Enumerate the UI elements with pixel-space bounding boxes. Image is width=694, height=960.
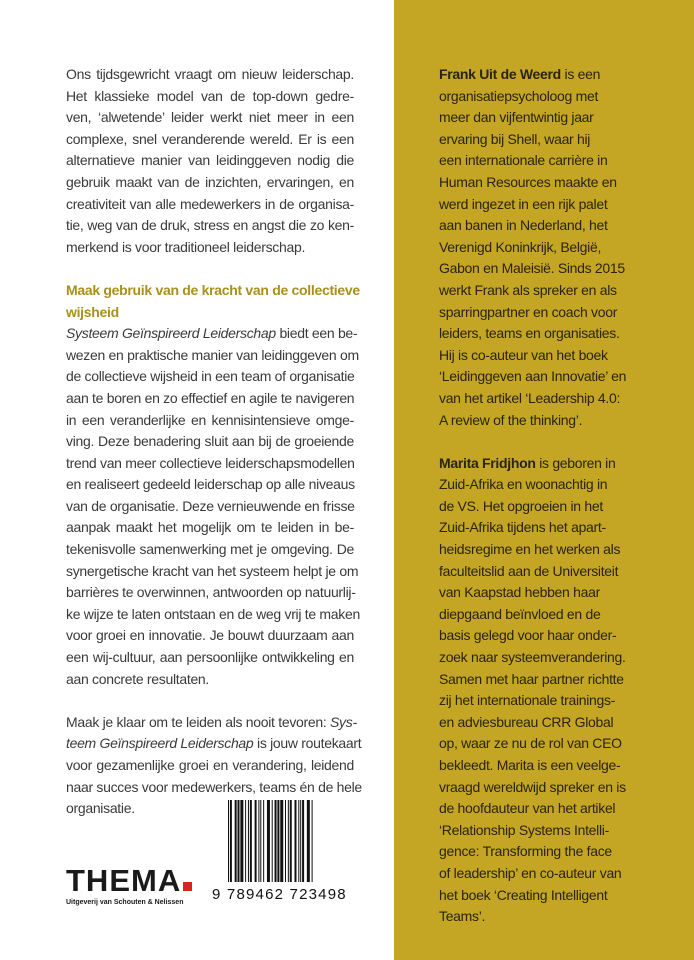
text-line xyxy=(66,474,354,496)
text-line xyxy=(439,366,691,388)
text-segment: gebruik maakt van de inzichten, ervaringen, en xyxy=(66,173,354,190)
barcode-bar xyxy=(255,800,257,882)
text-line xyxy=(439,690,691,712)
text-segment: is geboren in xyxy=(535,454,616,471)
book-title: teem Geïnspireerd Leiderschap xyxy=(66,735,254,752)
text-line xyxy=(439,258,691,280)
author-name: Marita Fridjhon xyxy=(439,454,536,471)
text-line xyxy=(66,431,354,453)
text-line xyxy=(439,453,691,475)
text-segment: leiders, teams en organisaties. xyxy=(439,325,620,342)
text-line xyxy=(66,194,354,216)
text-line xyxy=(439,539,691,561)
text-segment: de VS. Het opgroeien in het xyxy=(439,497,603,514)
text-segment: aan concrete resultaten. xyxy=(66,670,210,687)
text-line xyxy=(439,669,691,691)
text-segment: voor groei en innovatie. Je bouwt duurzaam aan xyxy=(66,627,354,644)
text-line xyxy=(439,388,691,410)
text-segment: van het artikel ‘Leadership 4.0: xyxy=(439,389,621,406)
barcode-bar xyxy=(258,800,259,882)
text-segment: zoek naar systeemverandering. xyxy=(439,649,626,666)
text-line xyxy=(66,86,354,108)
text-segment: werkt Frank als spreker en als xyxy=(439,281,617,298)
barcode-bar xyxy=(277,800,279,882)
text-segment: faculteitslid aan de Universiteit xyxy=(439,562,619,579)
text-segment: A review of the thinking’. xyxy=(439,411,583,428)
text-segment: de collectieve wijsheid in een team of organisatie xyxy=(66,368,355,385)
text-line xyxy=(439,280,691,302)
text-line xyxy=(439,129,691,151)
text-line xyxy=(66,366,354,388)
text-segment: tekenisvolle samenwerking met je omgeving. De xyxy=(66,541,354,558)
text-line xyxy=(66,64,354,86)
isbn-barcode xyxy=(226,800,354,882)
text-line xyxy=(439,733,691,755)
text-segment: naar succes voor medewerkers, teams én de hele xyxy=(66,778,362,795)
text-segment: bekleedt. Marita is een veelge- xyxy=(439,757,621,773)
text-segment: complexe, snel veranderende wereld. Er is een xyxy=(66,130,354,147)
text-line xyxy=(66,625,354,647)
text-line xyxy=(439,474,691,496)
text-line xyxy=(439,820,691,842)
text-segment: Ons tijdsgewricht vraagt om nieuw leiderschap. xyxy=(66,66,354,82)
text-segment: aan banen in Nederland, het xyxy=(439,217,608,234)
barcode-bar xyxy=(238,800,240,882)
logo-red-square xyxy=(183,882,192,891)
barcode-bar xyxy=(228,800,229,882)
text-segment: Gabon en Maleisië. Sinds 2015 xyxy=(439,260,625,277)
text-segment: aanpak maakt het mogelijk om te leiden in be- xyxy=(66,519,354,536)
text-segment: werd ingezet in een rijk palet xyxy=(439,195,608,212)
text-segment: Hij is co-auteur van het boek xyxy=(439,346,608,363)
text-segment: en adviesbureau CRR Global xyxy=(439,713,614,730)
text-segment: of leadership’ en co-auteur van xyxy=(439,864,622,881)
barcode-bar xyxy=(230,800,232,882)
text-segment: is een xyxy=(560,66,601,82)
text-segment: merkend is voor traditioneel leiderschap. xyxy=(66,238,306,255)
text-line xyxy=(439,798,691,820)
text-line xyxy=(66,647,354,669)
back-cover-blurb xyxy=(66,64,362,820)
text-line xyxy=(439,755,691,777)
text-line xyxy=(439,777,691,799)
text-segment: sparringpartner en coach voor xyxy=(439,303,618,320)
text-line xyxy=(439,150,691,172)
text-line xyxy=(66,604,360,626)
text-segment: biedt een be- xyxy=(275,325,358,342)
text-segment: op, waar ze nu de rol van CEO xyxy=(439,735,622,752)
text-segment: synergetische kracht van het systeem helpt je om xyxy=(66,562,359,579)
text-segment: Maak gebruik van de kracht van de collectieve xyxy=(66,281,360,298)
barcode-bar xyxy=(263,800,264,882)
text-segment: organisatiepsycholoog met xyxy=(439,87,599,104)
section-heading-line xyxy=(66,302,354,324)
barcode-bar xyxy=(275,800,277,882)
text-line xyxy=(66,107,354,129)
text-segment: aan te boren en zo effectief en agile te navigeren xyxy=(66,389,355,406)
text-segment: creativiteit van alle medewerkers in de organisa- xyxy=(66,195,354,212)
text-line xyxy=(66,712,357,734)
text-segment: vraagd wereldwijd spreker en is xyxy=(439,778,626,795)
text-segment: meer dan vijfentwintig jaar xyxy=(439,109,594,126)
text-line xyxy=(66,410,354,432)
text-line xyxy=(439,712,691,734)
text-line xyxy=(66,323,358,345)
text-line xyxy=(439,64,691,86)
text-line xyxy=(439,582,691,604)
text-segment: Maak je klaar om te leiden als nooit tevoren: xyxy=(66,713,331,730)
text-segment: ‘Relationship Systems Intelli- xyxy=(439,821,609,838)
text-segment: van Kaapstad hebben haar xyxy=(439,584,600,601)
barcode-bar xyxy=(235,800,237,882)
text-segment: is jouw routekaart xyxy=(253,735,362,752)
text-line xyxy=(439,345,691,367)
section-heading-line xyxy=(66,280,360,302)
text-segment: van de organisatie. Deze vernieuwende en frisse xyxy=(66,497,355,514)
text-line xyxy=(66,496,354,518)
barcode-bar xyxy=(248,800,249,882)
text-line xyxy=(439,885,691,907)
text-segment: een wij-cultuur, aan persoonlijke ontwikkeling en xyxy=(66,649,354,666)
barcode-bar xyxy=(267,800,270,882)
text-segment: Teams’. xyxy=(439,908,486,925)
publisher-tagline: Uitgeverij van Schouten & Nelissen xyxy=(66,899,184,906)
barcode-bar xyxy=(272,800,273,882)
text-line xyxy=(66,539,354,561)
barcode-bar xyxy=(300,800,301,882)
barcode-bar xyxy=(240,800,243,882)
barcode-bar xyxy=(302,800,304,882)
text-segment: ‘Leidinggeven aan Innovatie’ en xyxy=(439,368,627,385)
text-segment: Human Resources maakte en xyxy=(439,173,617,190)
text-line xyxy=(66,237,354,259)
author-name: Frank Uit de Weerd xyxy=(439,66,561,82)
text-line xyxy=(439,215,691,237)
text-line xyxy=(439,302,691,324)
text-line xyxy=(439,906,691,928)
text-line xyxy=(66,453,354,475)
text-line xyxy=(439,496,691,518)
barcode-bar xyxy=(288,800,289,882)
text-segment: voor gezamenlijke groei en verandering, leidend xyxy=(66,757,354,773)
text-segment: ving. Deze benadering sluit aan bij de groeiende xyxy=(66,433,354,450)
text-segment: Zuid-Afrika tijdens het apart- xyxy=(439,519,606,536)
text-segment: basis gelegd voor haar onder- xyxy=(439,627,617,644)
text-line xyxy=(439,604,691,626)
text-segment: ke wijze te laten ontstaan en de weg vrij te maken xyxy=(66,605,360,622)
text-line xyxy=(439,237,691,259)
text-segment: Zuid-Afrika en woonachtig in xyxy=(439,476,608,493)
text-segment: gence: Transforming the face xyxy=(439,843,612,860)
text-segment: trend van meer collectieve leiderschapsmodellen xyxy=(66,454,355,471)
text-segment: wijsheid xyxy=(66,303,119,320)
text-line xyxy=(66,733,362,755)
text-line xyxy=(439,863,691,885)
text-segment: Samen met haar partner richtte xyxy=(439,670,624,687)
text-line xyxy=(66,388,354,410)
text-segment: ervaring bij Shell, waar hij xyxy=(439,130,591,147)
text-line xyxy=(439,172,691,194)
text-segment: en realiseert gedeeld leiderschap op alle niveaus xyxy=(66,476,355,493)
text-line xyxy=(439,647,691,669)
text-segment: Verenigd Koninkrijk, België, xyxy=(439,238,602,255)
text-segment: tie, weg van de druk, stress en angst die zo ken- xyxy=(66,217,354,234)
barcode-bar xyxy=(245,800,246,882)
book-title: Systeem Geïnspireerd Leiderschap xyxy=(66,325,276,342)
text-line xyxy=(66,517,354,539)
barcode-bar xyxy=(295,800,297,882)
barcode-bar xyxy=(307,800,310,882)
text-segment: diepgaand beïnvloed en de xyxy=(439,605,601,622)
text-line xyxy=(66,582,354,604)
text-line xyxy=(66,669,354,691)
text-line xyxy=(439,86,691,108)
text-line xyxy=(66,150,354,172)
book-title: Sys- xyxy=(330,713,357,730)
text-line xyxy=(439,517,691,539)
text-segment: het boek ‘Creating Intelligent xyxy=(439,886,608,903)
text-segment: organisatie. xyxy=(66,800,135,817)
text-segment: zij het internationale trainings- xyxy=(439,692,616,709)
isbn-number: 9 789462 723498 xyxy=(212,886,347,903)
barcode-bar xyxy=(298,800,299,882)
text-segment: heidsregime en het werken als xyxy=(439,541,621,558)
barcode-bar xyxy=(280,800,283,882)
text-line xyxy=(66,777,362,799)
text-line xyxy=(66,561,359,583)
text-line xyxy=(439,107,691,129)
text-line xyxy=(439,323,691,345)
barcode-bar xyxy=(250,800,252,882)
text-line xyxy=(439,841,691,863)
text-line xyxy=(439,561,691,583)
text-segment: alternatieve manier van leidinggeven nodig die xyxy=(66,152,354,169)
text-segment: Het klassieke model van de top-down gedre- xyxy=(66,87,354,104)
text-segment: in een veranderlijke en kennisintensieve omge- xyxy=(66,411,354,428)
barcode-bar xyxy=(312,800,313,882)
text-line xyxy=(66,215,354,237)
author-bios xyxy=(439,64,691,928)
text-segment: de hoofdauteur van het artikel xyxy=(439,800,616,817)
text-line xyxy=(66,345,359,367)
barcode-bar xyxy=(260,800,261,882)
text-line xyxy=(439,625,691,647)
text-segment: barrières te overwinnen, antwoorden op natuurlij- xyxy=(66,584,356,601)
publisher-logo xyxy=(66,863,192,906)
publisher-name: THEMA xyxy=(66,863,182,898)
text-segment: wezen en praktische manier van leidinggeven om xyxy=(66,346,359,363)
barcode-bar xyxy=(290,800,292,882)
barcode-bar xyxy=(285,800,286,882)
text-line xyxy=(66,172,354,194)
text-segment: een internationale carrière in xyxy=(439,152,608,169)
text-line xyxy=(66,129,354,151)
text-line xyxy=(66,755,354,777)
text-line xyxy=(439,194,691,216)
text-line xyxy=(439,410,691,432)
text-segment: ven, ‘alwetende’ leider werkt niet meer in een xyxy=(66,109,354,126)
